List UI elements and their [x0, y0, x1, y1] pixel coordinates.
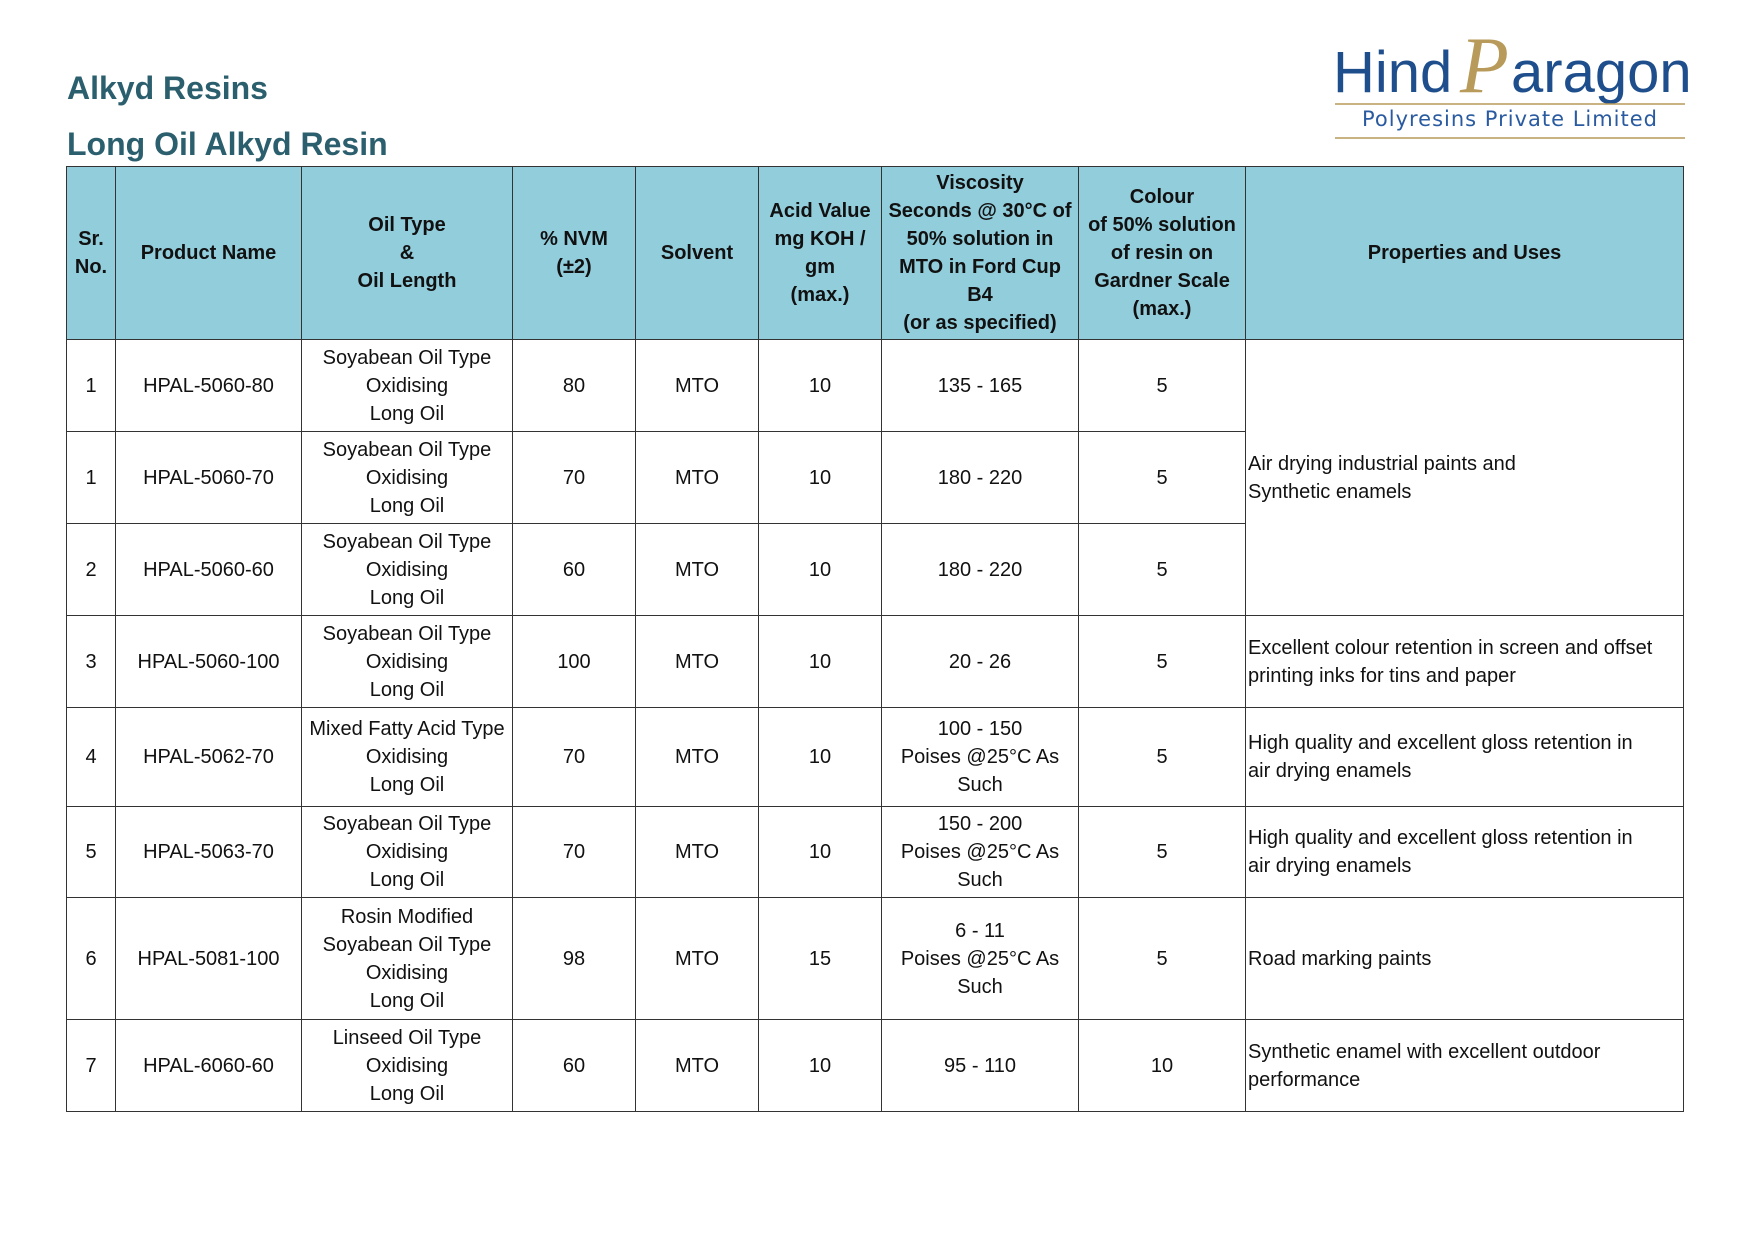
logo-word-1: Hind: [1333, 40, 1453, 105]
cell-sr-no: 7: [67, 1020, 116, 1112]
header-sr-no: Sr. No.: [67, 167, 116, 340]
cell-properties-uses: Synthetic enamel with excellent outdoor performance: [1246, 1020, 1684, 1112]
cell-sr-no: 5: [67, 807, 116, 898]
cell-oil-type: Soyabean Oil Type Oxidising Long Oil: [302, 432, 513, 524]
table-row: [67, 807, 1684, 898]
cell-acid-value: 10: [759, 524, 882, 616]
table-row: [67, 1020, 1684, 1112]
header-viscosity: Viscosity Seconds @ 30°C of 50% solution in MTO in Ford Cup B4 (or as specified): [882, 167, 1079, 340]
cell-colour: 5: [1079, 340, 1246, 432]
company-logo: [1325, 10, 1695, 145]
cell-properties-uses: High quality and excellent gloss retention in air drying enamels: [1246, 708, 1684, 807]
table-row: [67, 898, 1684, 1020]
cell-solvent: MTO: [636, 708, 759, 807]
cell-sr-no: 2: [67, 524, 116, 616]
cell-viscosity: 95 - 110: [882, 1020, 1079, 1112]
header-properties-uses: Properties and Uses: [1246, 167, 1684, 340]
cell-nvm: 70: [513, 807, 636, 898]
cell-product-name: HPAL-5063-70: [116, 807, 302, 898]
cell-colour: 5: [1079, 807, 1246, 898]
header-nvm: % NVM (±2): [513, 167, 636, 340]
cell-oil-type: Soyabean Oil Type Oxidising Long Oil: [302, 616, 513, 708]
cell-product-name: HPAL-5081-100: [116, 898, 302, 1020]
cell-product-name: HPAL-5060-80: [116, 340, 302, 432]
cell-oil-type: Mixed Fatty Acid Type Oxidising Long Oil: [302, 708, 513, 807]
cell-colour: 5: [1079, 708, 1246, 807]
cell-nvm: 60: [513, 1020, 636, 1112]
cell-product-name: HPAL-5062-70: [116, 708, 302, 807]
table-row: [67, 340, 1684, 432]
cell-oil-type: Rosin Modified Soyabean Oil Type Oxidising Long Oil: [302, 898, 513, 1020]
cell-nvm: 70: [513, 432, 636, 524]
cell-colour: 5: [1079, 616, 1246, 708]
table-header-row: [67, 167, 1684, 340]
cell-colour: 5: [1079, 432, 1246, 524]
cell-acid-value: 10: [759, 708, 882, 807]
logo-tagline: Polyresins Private Limited: [1361, 107, 1659, 131]
cell-colour: 5: [1079, 524, 1246, 616]
cell-nvm: 100: [513, 616, 636, 708]
cell-solvent: MTO: [636, 616, 759, 708]
cell-solvent: MTO: [636, 898, 759, 1020]
logo-word-2: aragon: [1511, 40, 1692, 105]
cell-viscosity: 150 - 200 Poises @25°C As Such: [882, 807, 1079, 898]
header-acid-value: Acid Value mg KOH / gm (max.): [759, 167, 882, 340]
cell-oil-type: Soyabean Oil Type Oxidising Long Oil: [302, 524, 513, 616]
cell-acid-value: 10: [759, 1020, 882, 1112]
cell-sr-no: 1: [67, 340, 116, 432]
cell-properties-uses: Road marking paints: [1246, 898, 1684, 1020]
cell-solvent: MTO: [636, 524, 759, 616]
cell-viscosity: 6 - 11 Poises @25°C As Such: [882, 898, 1079, 1020]
cell-acid-value: 10: [759, 432, 882, 524]
cell-viscosity: 100 - 150 Poises @25°C As Such: [882, 708, 1079, 807]
cell-product-name: HPAL-5060-100: [116, 616, 302, 708]
cell-acid-value: 10: [759, 807, 882, 898]
table-row: [67, 708, 1684, 807]
cell-properties-uses: Air drying industrial paints and Synthetic enamels: [1246, 340, 1684, 616]
cell-solvent: MTO: [636, 432, 759, 524]
cell-sr-no: 1: [67, 432, 116, 524]
header-product-name: Product Name: [116, 167, 302, 340]
header-colour: Colour of 50% solution of resin on Gardner Scale (max.): [1079, 167, 1246, 340]
cell-nvm: 70: [513, 708, 636, 807]
cell-product-name: HPAL-5060-70: [116, 432, 302, 524]
cell-colour: 5: [1079, 898, 1246, 1020]
cell-product-name: HPAL-6060-60: [116, 1020, 302, 1112]
page-title: Alkyd Resins: [67, 70, 268, 106]
cell-viscosity: 180 - 220: [882, 432, 1079, 524]
cell-solvent: MTO: [636, 1020, 759, 1112]
resin-spec-table: [66, 166, 1684, 1112]
cell-viscosity: 20 - 26: [882, 616, 1079, 708]
cell-sr-no: 4: [67, 708, 116, 807]
header-oil-type: Oil Type & Oil Length: [302, 167, 513, 340]
cell-oil-type: Soyabean Oil Type Oxidising Long Oil: [302, 340, 513, 432]
cell-acid-value: 10: [759, 340, 882, 432]
cell-solvent: MTO: [636, 807, 759, 898]
cell-solvent: MTO: [636, 340, 759, 432]
cell-properties-uses: High quality and excellent gloss retention in air drying enamels: [1246, 807, 1684, 898]
cell-oil-type: Linseed Oil Type Oxidising Long Oil: [302, 1020, 513, 1112]
logo-p-flourish: P: [1460, 22, 1509, 110]
header-solvent: Solvent: [636, 167, 759, 340]
cell-sr-no: 6: [67, 898, 116, 1020]
cell-product-name: HPAL-5060-60: [116, 524, 302, 616]
cell-acid-value: 10: [759, 616, 882, 708]
cell-oil-type: Soyabean Oil Type Oxidising Long Oil: [302, 807, 513, 898]
cell-viscosity: 180 - 220: [882, 524, 1079, 616]
cell-colour: 10: [1079, 1020, 1246, 1112]
cell-viscosity: 135 - 165: [882, 340, 1079, 432]
cell-nvm: 98: [513, 898, 636, 1020]
cell-acid-value: 15: [759, 898, 882, 1020]
table-row: [67, 616, 1684, 708]
page-subtitle: Long Oil Alkyd Resin: [67, 126, 388, 162]
cell-properties-uses: Excellent colour retention in screen and offset printing inks for tins and paper: [1246, 616, 1684, 708]
cell-nvm: 60: [513, 524, 636, 616]
cell-sr-no: 3: [67, 616, 116, 708]
cell-nvm: 80: [513, 340, 636, 432]
